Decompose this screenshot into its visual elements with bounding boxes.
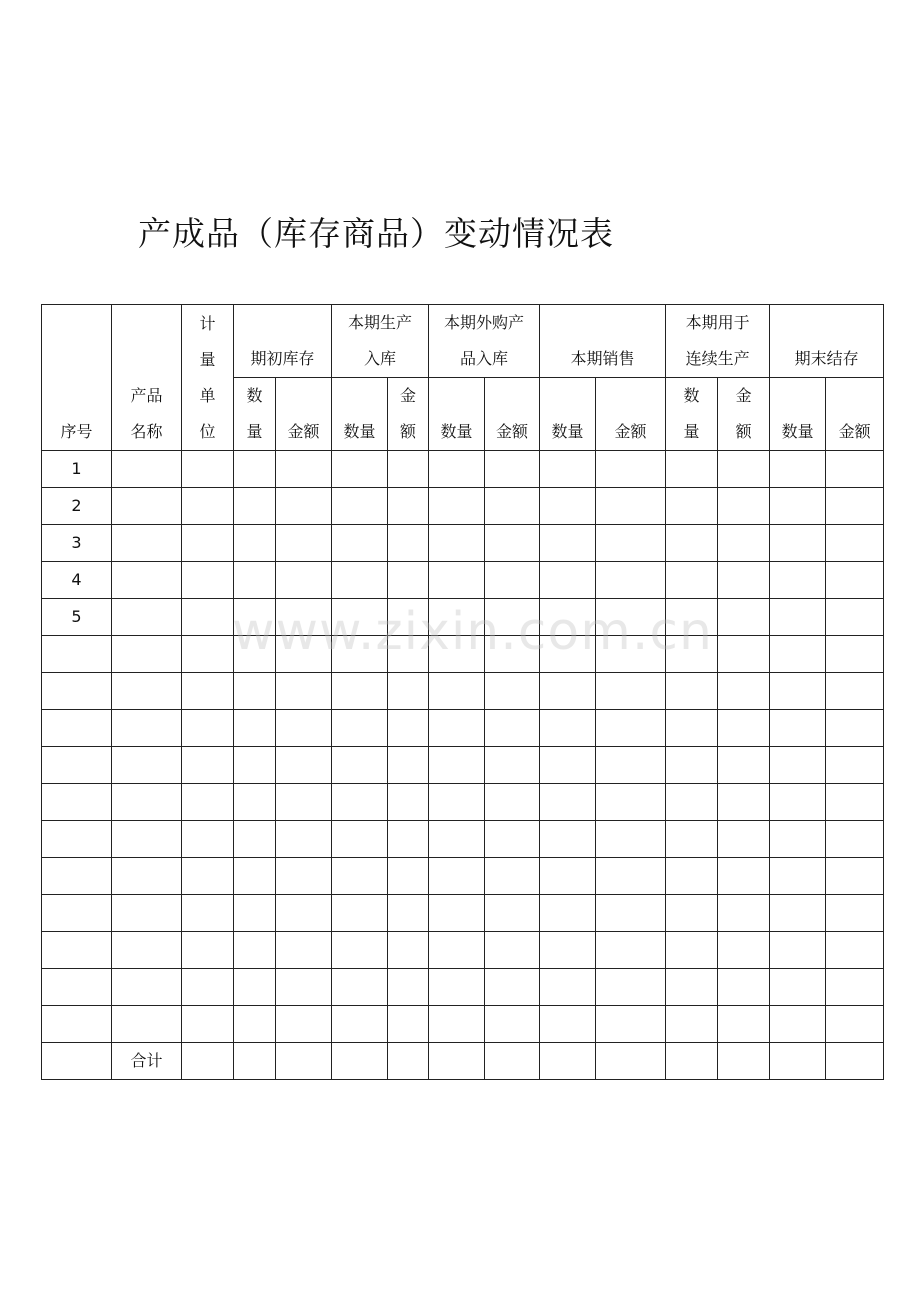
- data-cell: [234, 562, 276, 599]
- table-row: [42, 562, 884, 599]
- data-cell: [234, 784, 276, 821]
- data-cell: [429, 599, 485, 636]
- data-cell: [540, 710, 596, 747]
- data-cell: [276, 747, 332, 784]
- data-cell: [666, 1006, 718, 1043]
- row-seq-cell: [42, 932, 112, 969]
- data-cell: [332, 673, 388, 710]
- data-cell: [826, 525, 884, 562]
- data-cell: [276, 932, 332, 969]
- row-seq-cell: [42, 636, 112, 673]
- data-cell: [826, 710, 884, 747]
- data-cell: [429, 969, 485, 1006]
- row-seq-cell: [42, 784, 112, 821]
- data-cell: [234, 1006, 276, 1043]
- header-cont-amt: 金 额: [718, 378, 770, 451]
- data-cell: [540, 1006, 596, 1043]
- data-cell: [666, 895, 718, 932]
- data-cell: [332, 895, 388, 932]
- data-cell: [429, 784, 485, 821]
- data-cell: [388, 969, 429, 1006]
- header-closing-qty: 数量: [770, 378, 826, 451]
- data-cell: [429, 858, 485, 895]
- data-cell: [388, 636, 429, 673]
- data-cell: [332, 488, 388, 525]
- data-cell: [718, 821, 770, 858]
- product-name-cell: [112, 821, 182, 858]
- data-cell: [826, 673, 884, 710]
- row-seq-cell: [42, 895, 112, 932]
- table-row: [42, 932, 884, 969]
- data-cell: [718, 932, 770, 969]
- data-cell: [429, 451, 485, 488]
- product-name-cell: [112, 562, 182, 599]
- data-cell: [540, 969, 596, 1006]
- data-cell: [234, 710, 276, 747]
- data-cell: [332, 525, 388, 562]
- data-cell: [596, 488, 666, 525]
- data-cell: [485, 784, 540, 821]
- data-cell: [718, 636, 770, 673]
- header-closing-stock: 期末结存: [770, 305, 884, 378]
- table-row: [42, 451, 884, 488]
- data-cell: [388, 747, 429, 784]
- inventory-change-table: [41, 304, 884, 1080]
- product-name-cell: [112, 636, 182, 673]
- data-cell: [540, 451, 596, 488]
- data-cell: [596, 932, 666, 969]
- row-seq-cell: [42, 969, 112, 1006]
- data-cell: [666, 451, 718, 488]
- data-cell: [234, 636, 276, 673]
- data-cell: [276, 636, 332, 673]
- data-cell: [596, 1043, 666, 1080]
- data-cell: [540, 488, 596, 525]
- data-cell: [596, 636, 666, 673]
- data-cell: [332, 1043, 388, 1080]
- data-cell: [666, 488, 718, 525]
- row-seq-cell: 2: [42, 488, 112, 525]
- data-cell: [429, 1006, 485, 1043]
- table-row: [42, 969, 884, 1006]
- product-name-cell: [112, 525, 182, 562]
- header-unit: 计 量 单 位: [182, 305, 234, 451]
- data-cell: [234, 599, 276, 636]
- data-cell: [485, 821, 540, 858]
- data-cell: [388, 858, 429, 895]
- total-label-cell: 合计: [112, 1043, 182, 1080]
- data-cell: [182, 1006, 234, 1043]
- data-cell: [826, 1006, 884, 1043]
- data-cell: [666, 969, 718, 1006]
- data-cell: [666, 599, 718, 636]
- data-cell: [540, 599, 596, 636]
- data-cell: [666, 1043, 718, 1080]
- data-cell: [429, 747, 485, 784]
- data-cell: [234, 451, 276, 488]
- data-cell: [388, 525, 429, 562]
- header-purchased-in: 本期外购产 品入库: [429, 305, 540, 378]
- data-cell: [388, 895, 429, 932]
- data-cell: [770, 599, 826, 636]
- table-row: [42, 747, 884, 784]
- data-cell: [388, 451, 429, 488]
- data-cell: [332, 451, 388, 488]
- data-cell: [276, 858, 332, 895]
- data-cell: [826, 969, 884, 1006]
- data-cell: [540, 562, 596, 599]
- data-cell: [666, 784, 718, 821]
- data-cell: [429, 525, 485, 562]
- header-continuous-production: 本期用于 连续生产: [666, 305, 770, 378]
- product-name-cell: [112, 969, 182, 1006]
- data-cell: [234, 932, 276, 969]
- data-cell: [388, 1006, 429, 1043]
- data-cell: [234, 858, 276, 895]
- data-cell: [332, 599, 388, 636]
- table-row: [42, 858, 884, 895]
- data-cell: [596, 1006, 666, 1043]
- data-cell: [276, 599, 332, 636]
- data-cell: [182, 673, 234, 710]
- data-cell: [182, 858, 234, 895]
- data-cell: [485, 1006, 540, 1043]
- data-cell: [540, 784, 596, 821]
- table-row: [42, 525, 884, 562]
- data-cell: [485, 673, 540, 710]
- data-cell: [182, 895, 234, 932]
- data-cell: [182, 1043, 234, 1080]
- data-cell: [276, 562, 332, 599]
- table-row: [42, 710, 884, 747]
- data-cell: [718, 784, 770, 821]
- header-produced-in: 本期生产 入库: [332, 305, 429, 378]
- data-cell: [388, 562, 429, 599]
- data-cell: [234, 488, 276, 525]
- data-cell: [485, 858, 540, 895]
- row-seq-cell: [42, 747, 112, 784]
- data-cell: [770, 673, 826, 710]
- data-cell: [666, 636, 718, 673]
- data-cell: [332, 784, 388, 821]
- data-cell: [182, 784, 234, 821]
- data-cell: [826, 932, 884, 969]
- data-cell: [718, 1043, 770, 1080]
- data-cell: [770, 1043, 826, 1080]
- product-name-cell: [112, 673, 182, 710]
- product-name-cell: [112, 895, 182, 932]
- data-cell: [540, 858, 596, 895]
- product-name-cell: [112, 858, 182, 895]
- data-cell: [540, 636, 596, 673]
- header-sales-amt: 金额: [596, 378, 666, 451]
- header-cont-qty: 数 量: [666, 378, 718, 451]
- table-row: [42, 1006, 884, 1043]
- data-cell: [596, 710, 666, 747]
- data-cell: [182, 562, 234, 599]
- data-cell: [540, 747, 596, 784]
- data-cell: [182, 710, 234, 747]
- data-cell: [388, 1043, 429, 1080]
- page-title: 产成品（库存商品）变动情况表: [138, 214, 614, 253]
- data-cell: [332, 636, 388, 673]
- header-seq: 序号: [42, 305, 112, 451]
- product-name-cell: [112, 1006, 182, 1043]
- data-cell: [826, 895, 884, 932]
- data-cell: [388, 599, 429, 636]
- data-cell: [540, 1043, 596, 1080]
- data-cell: [429, 488, 485, 525]
- data-cell: [540, 895, 596, 932]
- data-cell: [332, 562, 388, 599]
- product-name-cell: [112, 784, 182, 821]
- data-cell: [485, 710, 540, 747]
- data-cell: [485, 895, 540, 932]
- data-cell: [770, 784, 826, 821]
- row-seq-cell: 3: [42, 525, 112, 562]
- data-cell: [770, 858, 826, 895]
- header-purchased-qty: 数量: [429, 378, 485, 451]
- data-cell: [429, 710, 485, 747]
- row-seq-cell: [42, 673, 112, 710]
- data-cell: [770, 932, 826, 969]
- data-cell: [234, 1043, 276, 1080]
- data-cell: [332, 932, 388, 969]
- data-cell: [182, 747, 234, 784]
- data-cell: [485, 562, 540, 599]
- header-product-name: 产品 名称: [112, 305, 182, 451]
- data-cell: [540, 821, 596, 858]
- data-cell: [234, 969, 276, 1006]
- data-cell: [332, 710, 388, 747]
- data-cell: [770, 747, 826, 784]
- data-cell: [666, 525, 718, 562]
- data-cell: [485, 488, 540, 525]
- data-cell: [826, 599, 884, 636]
- data-cell: [540, 932, 596, 969]
- data-cell: [826, 747, 884, 784]
- data-cell: [596, 673, 666, 710]
- data-cell: [718, 451, 770, 488]
- data-cell: [596, 562, 666, 599]
- data-cell: [718, 599, 770, 636]
- data-cell: [332, 747, 388, 784]
- data-cell: [182, 599, 234, 636]
- data-cell: [276, 1043, 332, 1080]
- data-cell: [718, 525, 770, 562]
- data-cell: [234, 673, 276, 710]
- data-cell: [276, 821, 332, 858]
- data-cell: [485, 747, 540, 784]
- data-cell: [429, 895, 485, 932]
- data-cell: [770, 525, 826, 562]
- data-cell: [826, 488, 884, 525]
- data-cell: [718, 1006, 770, 1043]
- header-row-main: [42, 305, 884, 378]
- data-cell: [826, 636, 884, 673]
- data-cell: [388, 932, 429, 969]
- data-cell: [666, 673, 718, 710]
- data-cell: [182, 451, 234, 488]
- row-seq-cell: [42, 710, 112, 747]
- data-cell: [182, 932, 234, 969]
- data-cell: [182, 525, 234, 562]
- header-purchased-amt: 金额: [485, 378, 540, 451]
- data-cell: [485, 932, 540, 969]
- data-cell: [596, 525, 666, 562]
- table-row: [42, 821, 884, 858]
- data-cell: [666, 747, 718, 784]
- data-cell: [666, 858, 718, 895]
- data-cell: [388, 710, 429, 747]
- data-cell: [666, 710, 718, 747]
- data-cell: [276, 784, 332, 821]
- data-cell: [826, 562, 884, 599]
- data-cell: [826, 451, 884, 488]
- data-cell: [276, 1006, 332, 1043]
- header-opening-qty: 数 量: [234, 378, 276, 451]
- data-cell: [276, 969, 332, 1006]
- product-name-cell: [112, 488, 182, 525]
- header-closing-amt: 金额: [826, 378, 884, 451]
- data-cell: [182, 821, 234, 858]
- data-cell: [596, 821, 666, 858]
- table-row: [42, 784, 884, 821]
- data-cell: [718, 562, 770, 599]
- data-cell: [596, 747, 666, 784]
- data-cell: [429, 636, 485, 673]
- table-row: [42, 599, 884, 636]
- product-name-cell: [112, 747, 182, 784]
- header-produced-amt: 金 额: [388, 378, 429, 451]
- row-seq-cell: [42, 1043, 112, 1080]
- data-cell: [666, 932, 718, 969]
- data-cell: [485, 451, 540, 488]
- header-opening-amt: 金额: [276, 378, 332, 451]
- data-cell: [276, 525, 332, 562]
- row-seq-cell: [42, 858, 112, 895]
- row-seq-cell: [42, 1006, 112, 1043]
- data-cell: [666, 562, 718, 599]
- data-cell: [540, 525, 596, 562]
- data-cell: [276, 673, 332, 710]
- data-cell: [770, 636, 826, 673]
- data-cell: [826, 784, 884, 821]
- data-cell: [485, 1043, 540, 1080]
- data-cell: [485, 636, 540, 673]
- data-cell: [596, 451, 666, 488]
- data-cell: [485, 525, 540, 562]
- data-cell: [596, 895, 666, 932]
- data-cell: [770, 821, 826, 858]
- data-cell: [770, 562, 826, 599]
- data-cell: [182, 636, 234, 673]
- data-cell: [718, 710, 770, 747]
- total-row: [42, 1043, 884, 1080]
- data-cell: [234, 525, 276, 562]
- data-cell: [332, 1006, 388, 1043]
- data-cell: [182, 488, 234, 525]
- data-cell: [485, 599, 540, 636]
- data-cell: [596, 599, 666, 636]
- data-cell: [276, 451, 332, 488]
- data-cell: [388, 821, 429, 858]
- product-name-cell: [112, 710, 182, 747]
- data-cell: [770, 1006, 826, 1043]
- data-cell: [429, 1043, 485, 1080]
- data-cell: [596, 858, 666, 895]
- row-seq-cell: 5: [42, 599, 112, 636]
- data-cell: [234, 895, 276, 932]
- data-cell: [182, 969, 234, 1006]
- data-cell: [770, 969, 826, 1006]
- data-cell: [718, 969, 770, 1006]
- row-seq-cell: 4: [42, 562, 112, 599]
- header-sales-qty: 数量: [540, 378, 596, 451]
- data-cell: [234, 821, 276, 858]
- data-cell: [718, 488, 770, 525]
- table-row: [42, 895, 884, 932]
- data-cell: [429, 562, 485, 599]
- watermark: www.zixin.com.cn: [232, 602, 713, 662]
- data-cell: [276, 710, 332, 747]
- product-name-cell: [112, 599, 182, 636]
- data-cell: [770, 710, 826, 747]
- table-row: [42, 636, 884, 673]
- table-row: [42, 673, 884, 710]
- data-cell: [596, 784, 666, 821]
- data-cell: [276, 488, 332, 525]
- data-cell: [826, 858, 884, 895]
- header-produced-qty: 数量: [332, 378, 388, 451]
- header-sales: 本期销售: [540, 305, 666, 378]
- product-name-cell: [112, 932, 182, 969]
- data-cell: [388, 784, 429, 821]
- data-cell: [826, 1043, 884, 1080]
- header-opening-stock: 期初库存: [234, 305, 332, 378]
- data-cell: [332, 858, 388, 895]
- data-cell: [718, 895, 770, 932]
- data-cell: [429, 932, 485, 969]
- data-cell: [388, 673, 429, 710]
- data-cell: [332, 821, 388, 858]
- data-cell: [429, 673, 485, 710]
- data-cell: [332, 969, 388, 1006]
- data-cell: [770, 488, 826, 525]
- data-cell: [276, 895, 332, 932]
- row-seq-cell: 1: [42, 451, 112, 488]
- table-row: [42, 488, 884, 525]
- data-cell: [718, 858, 770, 895]
- data-cell: [596, 969, 666, 1006]
- data-cell: [718, 747, 770, 784]
- data-cell: [770, 895, 826, 932]
- row-seq-cell: [42, 821, 112, 858]
- data-cell: [429, 821, 485, 858]
- data-cell: [388, 488, 429, 525]
- data-cell: [234, 747, 276, 784]
- product-name-cell: [112, 451, 182, 488]
- data-cell: [718, 673, 770, 710]
- data-cell: [540, 673, 596, 710]
- data-cell: [485, 969, 540, 1006]
- data-cell: [666, 821, 718, 858]
- data-cell: [770, 451, 826, 488]
- data-cell: [826, 821, 884, 858]
